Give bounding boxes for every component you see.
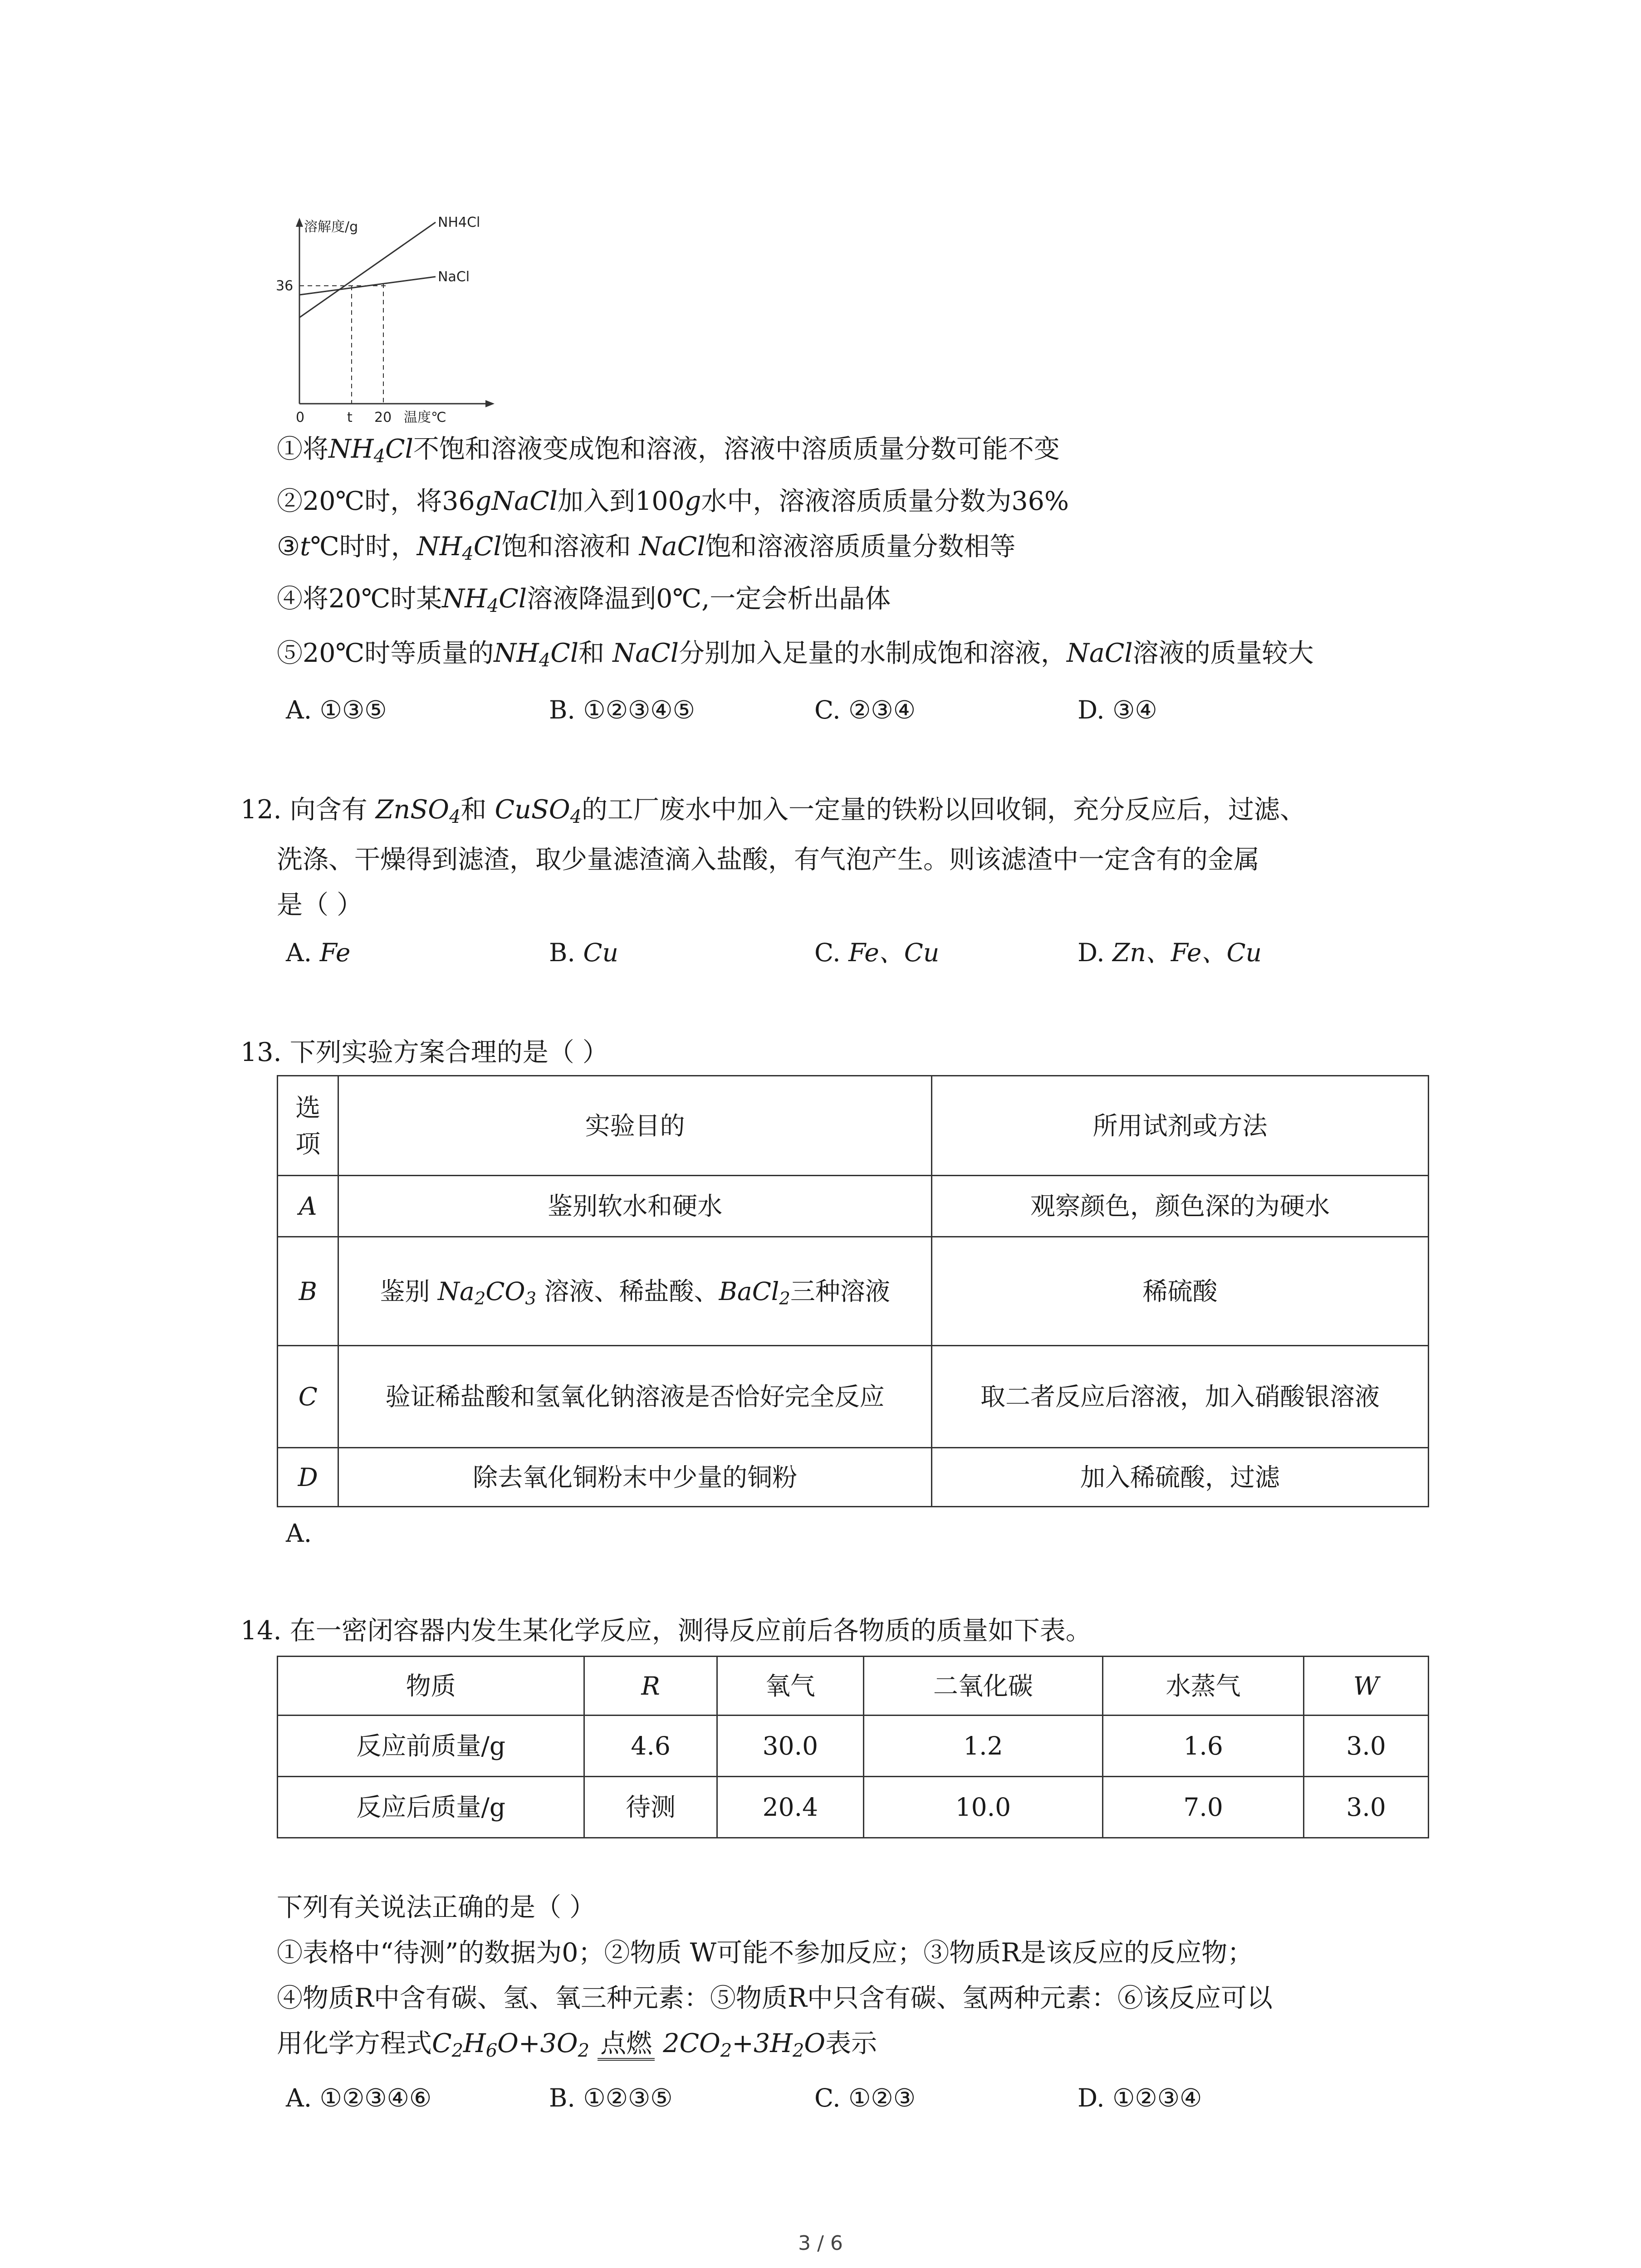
q13-cell-purpose: 鉴别软水和硬水 bbox=[338, 1176, 931, 1237]
q14-row-after bbox=[278, 1777, 1429, 1838]
page-number: 3 / 6 bbox=[798, 2232, 843, 2255]
q13-cell-method: 取二者反应后溶液，加入硝酸银溶液 bbox=[931, 1346, 1428, 1448]
q11-statement-4: ④将20℃时某$NH_4Cl$溶液降温到0℃,一定会析出晶体 bbox=[277, 584, 891, 616]
q13-cell-purpose: 鉴别 $Na_2CO_3$ 溶液、稀盐酸、BaCl$_2$三种溶液 bbox=[338, 1237, 931, 1346]
q14-cell: 反应前质量/g bbox=[278, 1716, 584, 1777]
q14-header-co2: 二氧化碳 bbox=[863, 1657, 1102, 1716]
q13-header-purpose: 实验目的 bbox=[338, 1076, 931, 1176]
q14-cell: 1.6 bbox=[1102, 1716, 1303, 1777]
q14-header-r: R bbox=[584, 1657, 717, 1716]
q14-cell: 20.4 bbox=[717, 1777, 863, 1838]
q14-stem: 下列有关说法正确的是（ ） bbox=[277, 1892, 596, 1922]
q14-cell: 7.0 bbox=[1102, 1777, 1303, 1838]
q11-option-a: A. ①③⑤ bbox=[286, 695, 387, 724]
q14-cell: 3.0 bbox=[1304, 1777, 1429, 1838]
q13-row-a bbox=[278, 1176, 1429, 1237]
q13-row-d bbox=[278, 1448, 1429, 1507]
q14-cell: 10.0 bbox=[863, 1777, 1102, 1838]
q11-statement-1: ①将$NH_4Cl$不饱和溶液变成饱和溶液，溶液中溶质质量分数可能不变 bbox=[277, 434, 1060, 467]
q14-header-w: W bbox=[1304, 1657, 1429, 1716]
q11-statement-3: ③t℃时时，$NH_4Cl$饱和溶液和 NaCl饱和溶液溶质质量分数相等 bbox=[277, 532, 1016, 564]
q12-line-1: 12. 向含有 ZnSO$_4$和 CuSO$_4$的工厂废水中加入一定量的铁粉以回收铜，充分反应后，过滤、 bbox=[240, 795, 1306, 827]
q12-option-d: D. Zn、Fe、Cu bbox=[1078, 938, 1262, 967]
q14-row-before bbox=[278, 1716, 1429, 1777]
q14-table bbox=[277, 1656, 1429, 1838]
q11-statement-5: ⑤20℃时等质量的$NH_4Cl$和 NaCl分别加入足量的水制成饱和溶液，NaCl溶液的质量较大 bbox=[277, 638, 1314, 671]
q14-header-water: 水蒸气 bbox=[1102, 1657, 1303, 1716]
q14-option-c: C. ①②③ bbox=[814, 2083, 916, 2112]
q14-cell: 3.0 bbox=[1304, 1716, 1429, 1777]
q13-header-method: 所用试剂或方法 bbox=[931, 1076, 1428, 1176]
q13-cell-option: B bbox=[278, 1237, 338, 1346]
x-tick-20: 20 bbox=[374, 410, 392, 425]
q14-header-oxygen: 氧气 bbox=[717, 1657, 863, 1716]
q11-option-d: D. ③④ bbox=[1078, 695, 1157, 724]
q11-statement-2: ②20℃时，将36gNaCl加入到100g水中，溶液溶质质量分数为36% bbox=[277, 486, 1069, 516]
q13-title: 13. 下列实验方案合理的是（ ） bbox=[240, 1037, 608, 1067]
q12-option-c: C. Fe、Cu bbox=[814, 938, 940, 967]
x-tick-t: t bbox=[347, 410, 353, 425]
x-tick-0: 0 bbox=[296, 410, 305, 425]
q13-cell-purpose: 验证稀盐酸和氢氧化钠溶液是否恰好完全反应 bbox=[338, 1346, 931, 1448]
q13-row-b bbox=[278, 1237, 1429, 1346]
q12-option-a: A. Fe bbox=[286, 938, 351, 967]
q13-cell-method: 观察颜色，颜色深的为硬水 bbox=[931, 1176, 1428, 1237]
q13-row-c bbox=[278, 1346, 1429, 1448]
q14-option-d: D. ①②③④ bbox=[1078, 2083, 1202, 2112]
y-tick-36: 36 bbox=[276, 278, 294, 294]
q13-answer: A. bbox=[286, 1519, 312, 1548]
q11-option-b: B. ①②③④⑤ bbox=[549, 695, 695, 724]
q13-header-option: 选项 bbox=[278, 1076, 338, 1176]
q14-cell: 待测 bbox=[584, 1777, 717, 1838]
x-axis-arrow bbox=[485, 400, 495, 407]
q14-cell: 反应后质量/g bbox=[278, 1777, 584, 1838]
q14-option-a: A. ①②③④⑥ bbox=[286, 2083, 432, 2112]
q12-option-b: B. Cu bbox=[549, 938, 618, 967]
q14-cell: 1.2 bbox=[863, 1716, 1102, 1777]
q14-cell: 30.0 bbox=[717, 1716, 863, 1777]
q13-cell-method: 稀硫酸 bbox=[931, 1237, 1428, 1346]
solubility-chart bbox=[254, 204, 508, 431]
series-label-nh4cl: NH4Cl bbox=[438, 215, 480, 230]
q14-statements-3: 用化学方程式$C_2H_6O+3O_2$ 点燃 $2CO_2+3H_2O$表示 bbox=[277, 2028, 877, 2061]
q14-statements-2: ④物质R中含有碳、氢、氧三种元素：⑤物质R中只含有碳、氢两种元素：⑥该反应可以 bbox=[277, 1983, 1273, 2013]
q11-option-c: C. ②③④ bbox=[814, 695, 916, 724]
y-axis-arrow bbox=[296, 218, 303, 227]
q12-line-3: 是（ ） bbox=[277, 890, 363, 920]
series-label-nacl: NaCl bbox=[438, 269, 470, 285]
q14-title: 14. 在一密闭容器内发生某化学反应，测得反应前后各物质的质量如下表。 bbox=[240, 1616, 1092, 1646]
q14-header-substance: 物质 bbox=[278, 1657, 584, 1716]
y-axis-label: 溶解度/g bbox=[304, 219, 358, 235]
q13-cell-purpose: 除去氧化铜粉末中少量的铜粉 bbox=[338, 1448, 931, 1507]
q13-cell-option: D bbox=[278, 1448, 338, 1507]
q14-cell: 4.6 bbox=[584, 1716, 717, 1777]
x-axis-label: 温度℃ bbox=[404, 410, 446, 425]
q14-statements-1: ①表格中“待测”的数据为0；②物质 W可能不参加反应；③物质R是该反应的反应物； bbox=[277, 1938, 1254, 1968]
q13-cell-option: C bbox=[278, 1346, 338, 1448]
q12-line-2: 洗涤、干燥得到滤渣，取少量滤渣滴入盐酸，有气泡产生。则该滤渣中一定含有的金属 bbox=[277, 845, 1259, 875]
series-line-nh4cl bbox=[299, 222, 436, 318]
reaction-condition: 点燃 bbox=[598, 2029, 655, 2061]
q13-cell-option: A bbox=[278, 1176, 338, 1237]
q14-option-b: B. ①②③⑤ bbox=[549, 2083, 673, 2112]
q13-table bbox=[277, 1075, 1429, 1507]
q13-cell-method: 加入稀硫酸，过滤 bbox=[931, 1448, 1428, 1507]
